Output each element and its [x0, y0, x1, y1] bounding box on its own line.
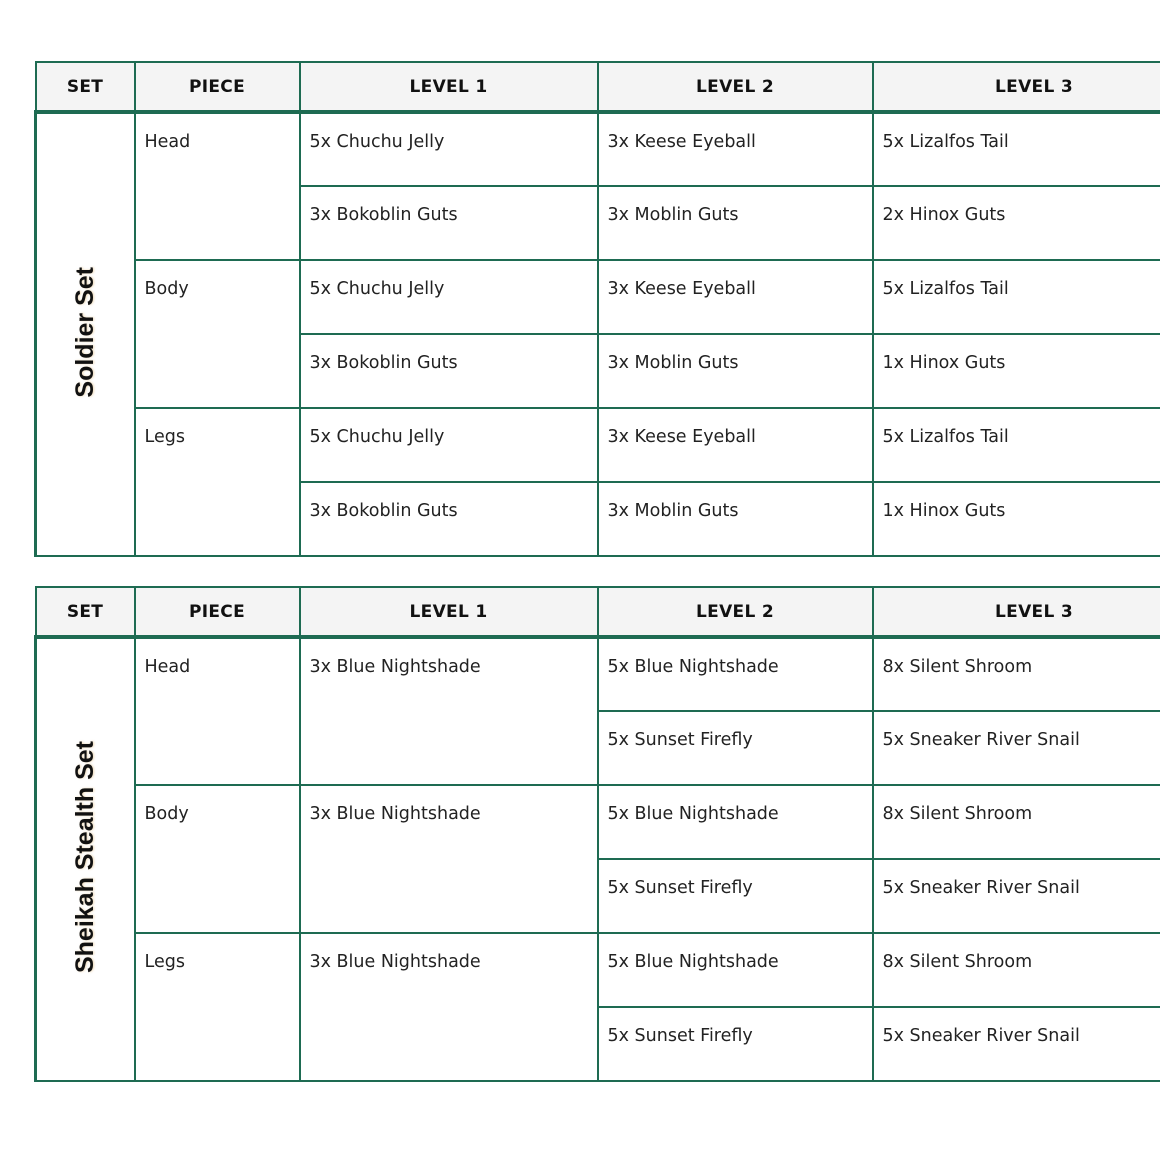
header-piece: PIECE [135, 62, 300, 112]
level2-cell: 5x Sunset Firefly [598, 859, 873, 933]
level3-cell: 5x Sneaker River Snail [873, 1007, 1160, 1081]
table-row [36, 112, 1160, 186]
table-row [36, 785, 1160, 859]
level1-cell: 3x Blue Nightshade [300, 785, 598, 933]
level1-cell: 5x Chuchu Jelly [300, 260, 598, 334]
piece-cell-legs: Legs [135, 933, 300, 1081]
level3-cell: 1x Hinox Guts [873, 482, 1160, 556]
header-set: SET [36, 587, 135, 637]
header-level-1: LEVEL 1 [300, 62, 598, 112]
level3-cell: 5x Lizalfos Tail [873, 408, 1160, 482]
header-level-3: LEVEL 3 [873, 587, 1160, 637]
level3-cell: 8x Silent Shroom [873, 785, 1160, 859]
level2-cell: 3x Keese Eyeball [598, 260, 873, 334]
level3-cell: 5x Sneaker River Snail [873, 859, 1160, 933]
set-name: Soldier Set [70, 266, 99, 398]
header-row [36, 587, 1160, 637]
header-row [36, 62, 1160, 112]
header-level-2: LEVEL 2 [598, 587, 873, 637]
level1-cell: 5x Chuchu Jelly [300, 112, 598, 186]
level1-cell: 3x Blue Nightshade [300, 933, 598, 1081]
level3-cell: 5x Sneaker River Snail [873, 711, 1160, 785]
level2-cell: 3x Keese Eyeball [598, 408, 873, 482]
header-set: SET [36, 62, 135, 112]
piece-cell-legs: Legs [135, 408, 300, 556]
level2-cell: 3x Moblin Guts [598, 186, 873, 260]
header-level-3: LEVEL 3 [873, 62, 1160, 112]
soldier-set-table [34, 61, 1160, 557]
level1-cell: 3x Bokoblin Guts [300, 186, 598, 260]
level3-cell: 8x Silent Shroom [873, 933, 1160, 1007]
level1-cell: 5x Chuchu Jelly [300, 408, 598, 482]
level2-cell: 3x Keese Eyeball [598, 112, 873, 186]
set-name: Sheikah Stealth Set [70, 740, 99, 974]
piece-cell-head: Head [135, 112, 300, 260]
table-row [36, 637, 1160, 711]
piece-cell-body: Body [135, 260, 300, 408]
table-row [36, 408, 1160, 482]
level2-cell: 5x Sunset Firefly [598, 711, 873, 785]
piece-cell-body: Body [135, 785, 300, 933]
level2-cell: 3x Moblin Guts [598, 482, 873, 556]
level2-cell: 5x Blue Nightshade [598, 637, 873, 711]
level3-cell: 2x Hinox Guts [873, 186, 1160, 260]
sheikah-stealth-set-table [34, 586, 1160, 1082]
level2-cell: 5x Blue Nightshade [598, 933, 873, 1007]
set-name-cell [36, 112, 135, 556]
level1-cell: 3x Blue Nightshade [300, 637, 598, 785]
piece-cell-head: Head [135, 637, 300, 785]
level3-cell: 5x Lizalfos Tail [873, 260, 1160, 334]
level2-cell: 5x Blue Nightshade [598, 785, 873, 859]
set-name-cell [36, 637, 135, 1081]
level1-cell: 3x Bokoblin Guts [300, 334, 598, 408]
table-row [36, 933, 1160, 1007]
header-level-2: LEVEL 2 [598, 62, 873, 112]
header-level-1: LEVEL 1 [300, 587, 598, 637]
level3-cell: 8x Silent Shroom [873, 637, 1160, 711]
level3-cell: 5x Lizalfos Tail [873, 112, 1160, 186]
header-piece: PIECE [135, 587, 300, 637]
level3-cell: 1x Hinox Guts [873, 334, 1160, 408]
level1-cell: 3x Bokoblin Guts [300, 482, 598, 556]
level2-cell: 5x Sunset Firefly [598, 1007, 873, 1081]
level2-cell: 3x Moblin Guts [598, 334, 873, 408]
table-row [36, 260, 1160, 334]
